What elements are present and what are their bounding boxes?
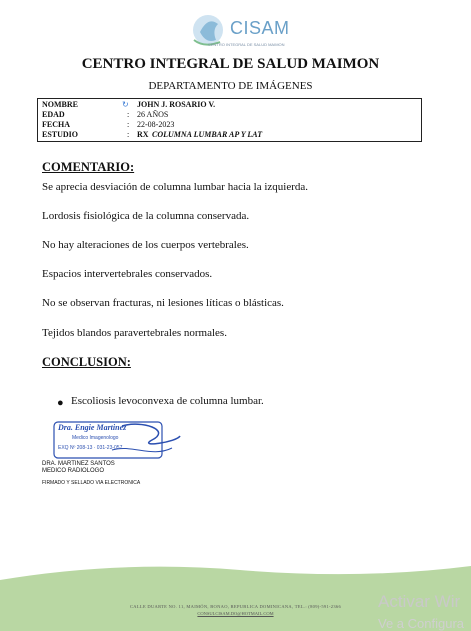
activation-watermark: Activar Wir <box>378 592 461 611</box>
logo-subtitle: CENTRO INTEGRAL DE SALUD MAIMON <box>208 42 285 47</box>
patient-label: NOMBRE <box>42 100 78 109</box>
patient-info-box <box>37 98 422 142</box>
colon: : <box>127 130 130 139</box>
doctor-role: MEDICO RADIOLOGO <box>42 468 105 474</box>
comment-paragraph: Tejidos blandos paravertebrales normales. <box>42 327 227 339</box>
department-title: DEPARTAMENTO DE IMÁGENES <box>148 80 313 92</box>
comment-paragraph: Lordosis fisiológica de la columna conservada. <box>42 210 250 222</box>
logo-text: CISAM <box>230 18 290 38</box>
stamp-name: Dra. Engie Martinez <box>58 423 127 432</box>
signature-note: FIRMADO Y SELLADO VIA ELECTRONICA <box>42 480 141 486</box>
patient-value: 22-08-2023 <box>137 120 175 129</box>
patient-value: JOHN J. ROSARIO V. <box>137 100 216 109</box>
comment-paragraph: No hay alteraciones de los cuerpos vertebrales. <box>42 239 249 251</box>
patient-label: EDAD <box>42 110 65 119</box>
patient-value: COLUMNA LUMBAR AP Y LAT <box>152 130 263 139</box>
patient-value: 26 AÑOS <box>137 110 169 119</box>
comment-paragraph: Espacios intervertebrales conservados. <box>42 268 213 280</box>
comment-heading: COMENTARIO: <box>42 160 135 174</box>
comment-paragraph: No se observan fracturas, ni lesiones líticas o blásticas. <box>42 297 284 309</box>
conclusion-heading: CONCLUSION: <box>42 355 131 369</box>
cursor-icon: ↻ <box>122 100 129 109</box>
comment-paragraph: Se aprecia desviación de columna lumbar hacia la izquierda. <box>42 181 309 193</box>
page-title: CENTRO INTEGRAL DE SALUD MAIMON <box>81 56 380 72</box>
stamp-exq: EXQ Nº 208-13 · 031-23-057 <box>58 445 123 451</box>
activation-watermark-sub: Ve a Configura <box>378 616 465 631</box>
doctor-name: DRA. MARTINEZ SANTOS <box>42 461 115 467</box>
patient-value-prefix: RX <box>137 130 149 139</box>
colon: : <box>127 120 130 129</box>
colon: : <box>127 110 130 119</box>
stamp-role: Medico Imagenologo <box>72 435 119 441</box>
patient-label: ESTUDIO <box>42 130 79 139</box>
footer-email[interactable]: CONSULCISAM.DO@HOTMAIL.COM <box>197 611 274 616</box>
patient-label: FECHA <box>42 120 70 129</box>
bullet-icon: ● <box>57 397 64 409</box>
footer-address: CALLE DUARTE NO. 11, MAIMÓN, BONAO, REPUBLICA DOMINICANA, TEL.: (809)-591-2366 <box>130 604 341 609</box>
conclusion-item: Escoliosis levoconvexa de columna lumbar. <box>71 395 264 407</box>
